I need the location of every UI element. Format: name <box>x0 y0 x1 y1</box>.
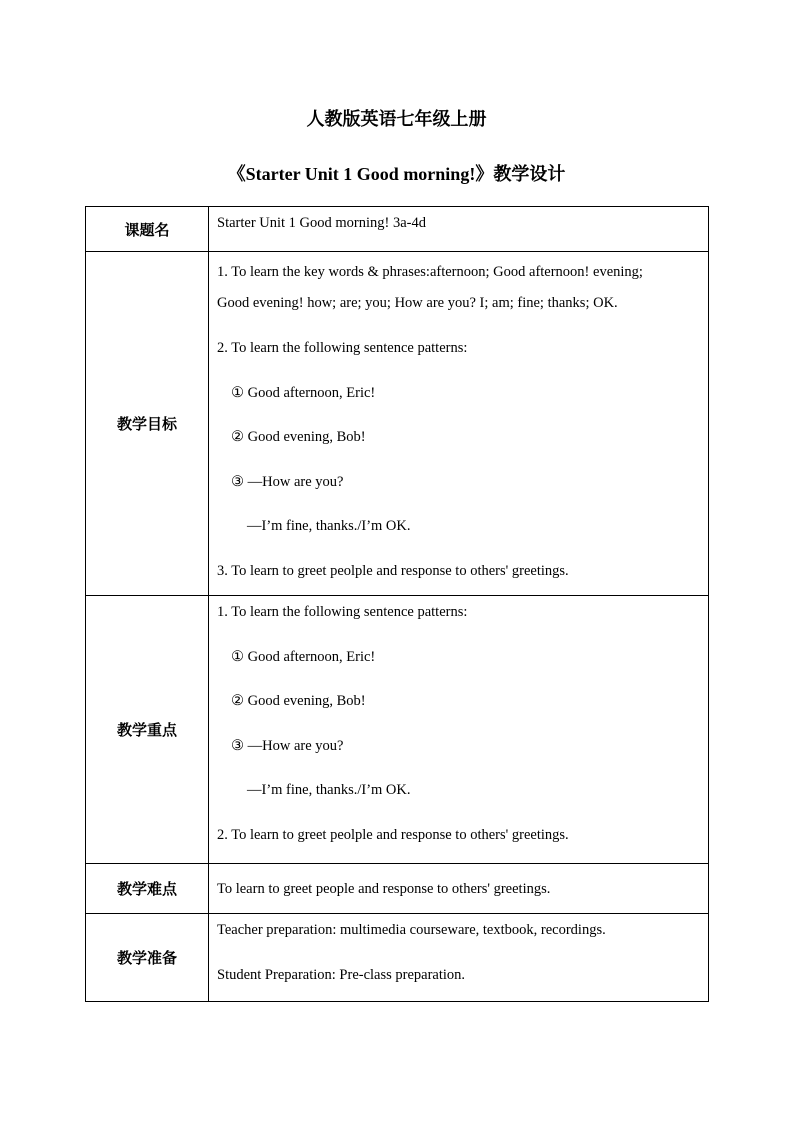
key-point-line: ③ —How are you? <box>231 737 344 754</box>
difficulties-label: 教学难点 <box>86 864 209 914</box>
table-row-difficulties <box>86 864 709 914</box>
document-title: 人教版英语七年级上册 <box>306 109 487 129</box>
key-points-label: 教学重点 <box>86 596 209 864</box>
objective-line: ① Good afternoon, Eric! <box>231 384 376 401</box>
objective-line: 2. To learn the following sentence patterns: <box>217 340 468 356</box>
objectives-label: 教学目标 <box>86 252 209 596</box>
table-row-topic <box>86 207 709 252</box>
topic-label: 课题名 <box>86 207 209 252</box>
preparation-line: Teacher preparation: multimedia courseware, textbook, recordings. <box>217 922 606 938</box>
objective-line: Good evening! how; are; you; How are you? I; am; fine; thanks; OK. <box>217 295 618 311</box>
table-row-preparation <box>86 914 709 1002</box>
objective-line: —I’m fine, thanks./I’m OK. <box>247 518 411 534</box>
objectives-cell <box>209 252 709 596</box>
preparation-line: Student Preparation: Pre-class preparation. <box>217 966 466 983</box>
topic-value: Starter Unit 1 Good morning! 3a-4d <box>217 215 427 231</box>
table-row-key-points <box>86 596 709 864</box>
difficulties-cell <box>209 864 709 914</box>
key-point-line: 1. To learn the following sentence patterns: <box>217 604 468 620</box>
difficulties-value: To learn to greet people and response to others' greetings. <box>217 880 551 897</box>
preparation-cell <box>209 914 709 1002</box>
key-point-line: —I’m fine, thanks./I’m OK. <box>247 782 411 798</box>
objective-line: 3. To learn to greet peolple and response to others' greetings. <box>217 562 569 579</box>
table-row-objectives <box>86 252 709 596</box>
key-point-line: ② Good evening, Bob! <box>231 693 366 709</box>
objective-line: 1. To learn the key words & phrases:afternoon; Good afternoon! evening; <box>217 264 643 280</box>
key-points-cell <box>209 596 709 864</box>
key-point-line: ① Good afternoon, Eric! <box>231 648 376 665</box>
topic-cell <box>209 207 709 252</box>
preparation-label: 教学准备 <box>86 914 209 1002</box>
document-subtitle: 《Starter Unit 1 Good morning!》教学设计 <box>227 164 566 184</box>
objective-line: ② Good evening, Bob! <box>231 429 366 445</box>
key-point-line: 2. To learn to greet peolple and response to others' greetings. <box>217 826 569 843</box>
objective-line: ③ —How are you? <box>231 473 344 490</box>
lesson-plan-table <box>85 206 709 1002</box>
